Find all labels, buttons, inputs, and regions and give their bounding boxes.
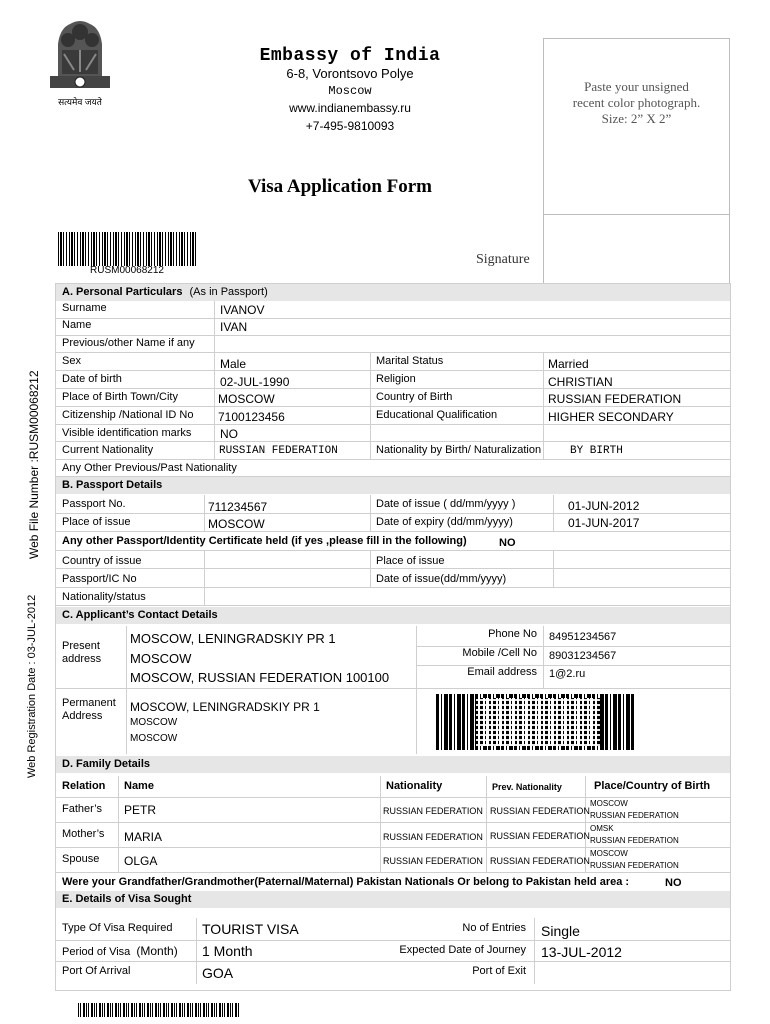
section-e-header: E. Details of Visa Sought	[56, 891, 730, 908]
visible-marks-value: NO	[220, 427, 238, 441]
passport-no-label: Passport No.	[62, 498, 126, 510]
visa-period-label-text: Period of Visa	[62, 946, 131, 958]
header-barcode	[58, 232, 198, 266]
mobile-value: 89031234567	[549, 650, 617, 662]
family-place-city: MOSCOW	[590, 849, 628, 858]
row-line	[56, 388, 730, 389]
photo-note-1: Paste your unsigned	[584, 79, 689, 94]
permanent-address-line-2: MOSCOW	[130, 717, 178, 728]
prev-name-label: Previous/other Name if any	[62, 337, 195, 349]
india-emblem	[40, 14, 120, 107]
family-prev-nationality: RUSSIAN FEDERATION	[490, 806, 590, 816]
nat-by-value: BY BIRTH	[570, 445, 623, 457]
row-line	[56, 441, 730, 442]
family-header-name: Name	[124, 780, 154, 792]
place-issue-label: Place of issue	[376, 555, 445, 567]
family-place-city: MOSCOW	[590, 799, 628, 808]
row-line	[56, 352, 730, 353]
row-line	[56, 550, 730, 551]
doi-label: Date of issue ( dd/mm/yyyy )	[376, 498, 516, 510]
row-line	[56, 587, 730, 588]
email-value: 1@2.ru	[549, 668, 586, 680]
col-line	[370, 495, 371, 531]
col-line	[196, 918, 197, 984]
other-passport-answer: NO	[499, 537, 516, 549]
phone-value: 84951234567	[549, 631, 617, 643]
family-nationality: RUSSIAN FEDERATION	[383, 832, 483, 842]
pob-label: Place of Birth Town/City	[62, 391, 178, 403]
sex-label: Sex	[62, 355, 81, 367]
row-line	[56, 688, 730, 689]
permanent-address-label: Permanent Address	[62, 697, 116, 722]
marital-label: Marital Status	[376, 355, 444, 367]
col-line	[486, 776, 487, 872]
poi-label: Place of issue	[62, 516, 131, 528]
web-file-number: Web File Number :RUSM00068212	[27, 370, 41, 559]
col-line	[214, 301, 215, 459]
row-line	[56, 605, 730, 606]
family-place-country: RUSSIAN FEDERATION	[590, 836, 679, 845]
photo-note-2: recent color photograph.	[572, 95, 701, 110]
footer-barcode	[78, 1003, 240, 1017]
row-line	[56, 847, 730, 848]
col-line	[126, 626, 127, 754]
row-line	[56, 370, 730, 371]
pakistan-answer: NO	[665, 877, 682, 889]
embassy-city: Moscow	[328, 84, 372, 98]
port-exit-label: Port of Exit	[472, 965, 526, 977]
other-nationality-label: Any Other Previous/Past Nationality	[62, 462, 237, 474]
col-line	[553, 550, 554, 587]
dob-value: 02-JUL-1990	[220, 375, 290, 389]
col-line	[380, 776, 381, 872]
col-line	[204, 550, 205, 605]
photo-box	[543, 38, 730, 284]
nationality-label: Current Nationality	[62, 444, 154, 456]
port-arrival-label: Port Of Arrival	[62, 965, 131, 977]
row-line	[56, 822, 730, 823]
sex-value: Male	[220, 357, 247, 371]
visa-period-label	[62, 944, 178, 958]
citizenship-label: Citizenship /National ID No	[62, 409, 194, 421]
embassy-address: 6-8, Vorontsovo Polye	[286, 66, 414, 81]
passport-ic-label: Passport/IC No	[62, 573, 137, 585]
present-address-line-2: MOSCOW	[130, 651, 192, 666]
visible-marks-label: Visible identification marks	[62, 427, 192, 439]
web-registration-date: Web Registration Date : 03-JUL-2012	[26, 594, 38, 778]
dob-label: Date of birth	[62, 373, 122, 385]
passport-no-value: 711234567	[208, 500, 268, 514]
citizenship-value: 7100123456	[218, 410, 285, 424]
surname-label: Surname	[62, 302, 107, 314]
visa-period-value: 1 Month	[202, 943, 253, 959]
present-address-label: Present address	[62, 640, 102, 665]
row-line	[56, 406, 730, 407]
email-label: Email address	[467, 666, 537, 678]
visa-type-label: Type Of Visa Required	[62, 922, 173, 934]
present-address-line-3: MOSCOW, RUSSIAN FEDERATION 100100	[130, 670, 390, 685]
photo-note-3: Size: 2” X 2”	[601, 111, 672, 126]
row-line	[56, 961, 730, 962]
family-place-city: OMSK	[590, 824, 614, 833]
religion-label: Religion	[376, 373, 416, 385]
barcode-number: RUSM00068212	[90, 265, 164, 276]
row-line	[56, 940, 730, 941]
country-issue-label: Country of issue	[62, 555, 142, 567]
col-line	[553, 495, 554, 531]
family-prev-nationality: RUSSIAN FEDERATION	[490, 831, 590, 841]
family-name: PETR	[124, 803, 157, 817]
family-prev-nationality: RUSSIAN FEDERATION	[490, 856, 590, 866]
embassy-website: www.indianembassy.ru	[289, 101, 411, 115]
pakistan-question: Were your Grandfather/Grandmother(Paternal/Maternal) Pakistan Nationals Or belong to Pakistan held area :	[62, 876, 630, 888]
phone-label: Phone No	[488, 628, 537, 640]
other-passport-question: Any other Passport/Identity Certificate held (if yes ,please fill in the following)	[62, 535, 467, 547]
edu-value: HIGHER SECONDARY	[548, 410, 674, 424]
row-line	[56, 318, 730, 319]
name-value: IVAN	[220, 320, 248, 334]
family-place-country: RUSSIAN FEDERATION	[590, 811, 679, 820]
cob-value: RUSSIAN FEDERATION	[548, 392, 682, 406]
col-line	[543, 626, 544, 688]
signature-label: Signature	[476, 252, 530, 267]
col-line	[118, 776, 119, 872]
doi-value: 01-JUN-2012	[568, 499, 640, 513]
col-line	[534, 918, 535, 984]
poi-value: MOSCOW	[208, 517, 265, 531]
embassy-phone: +7-495-9810093	[305, 119, 395, 133]
family-relation: Spouse	[62, 853, 100, 865]
present-address-line-1: MOSCOW, LENINGRADSKIY PR 1	[130, 631, 336, 646]
permanent-address-line-1: MOSCOW, LENINGRADSKIY PR 1	[130, 700, 320, 714]
mobile-label: Mobile /Cell No	[462, 647, 537, 659]
row-line	[56, 872, 730, 873]
section-a-note: (As in Passport)	[189, 286, 268, 298]
row-line	[56, 568, 730, 569]
religion-value: CHRISTIAN	[548, 375, 613, 389]
row-line	[56, 531, 730, 532]
embassy-name: Embassy of India	[259, 46, 441, 66]
marital-value: Married	[548, 357, 589, 371]
visa-type-value: TOURIST VISA	[202, 921, 299, 937]
nationality-value: RUSSIAN FEDERATION	[219, 445, 338, 457]
family-header-place: Place/Country of Birth	[594, 780, 711, 792]
entries-value: Single	[541, 923, 580, 939]
doe-value: 01-JUN-2017	[568, 516, 640, 530]
pdf417-barcode	[436, 694, 636, 750]
row-line	[56, 797, 730, 798]
section-a-header	[56, 284, 730, 301]
pob-value: MOSCOW	[218, 392, 275, 406]
surname-value: IVANOV	[220, 303, 265, 317]
col-line	[370, 352, 371, 459]
family-header-prev: Prev. Nationality	[492, 782, 562, 792]
col-line	[543, 352, 544, 459]
section-d-header: D. Family Details	[56, 756, 730, 773]
col-line	[370, 550, 371, 587]
row-line	[56, 335, 730, 336]
permanent-address-line-3: MOSCOW	[130, 733, 178, 744]
family-place-country: RUSSIAN FEDERATION	[590, 861, 679, 870]
signature-divider	[543, 214, 730, 215]
doe-label: Date of expiry (dd/mm/yyyy)	[376, 516, 513, 528]
col-line	[204, 495, 205, 531]
edu-label: Educational Qualification	[376, 409, 498, 421]
entries-label: No of Entries	[462, 922, 526, 934]
date-issue-label: Date of issue(dd/mm/yyyy)	[376, 573, 507, 585]
row-line	[56, 424, 730, 425]
emblem-motto: सत्यमेव जयते	[58, 97, 102, 107]
section-a-title: A. Personal Particulars	[62, 286, 183, 298]
nat-by-label: Nationality by Birth/ Naturalization	[376, 444, 542, 456]
section-c-header: C. Applicant’s Contact Details	[56, 607, 730, 624]
row-line	[56, 459, 730, 460]
visa-period-unit: (Month)	[136, 944, 178, 958]
family-header-relation: Relation	[62, 780, 106, 792]
nationality-status-label: Nationality/status	[62, 591, 146, 603]
family-name: MARIA	[124, 830, 163, 844]
section-b-header: B. Passport Details	[56, 477, 730, 494]
journey-date-label: Expected Date of Journey	[399, 944, 526, 956]
family-nationality: RUSSIAN FEDERATION	[383, 806, 483, 816]
family-relation: Mother’s	[62, 828, 105, 840]
journey-date-value: 13-JUL-2012	[541, 944, 622, 960]
family-relation: Father’s	[62, 803, 102, 815]
form-title: Visa Application Form	[247, 176, 433, 197]
name-label: Name	[62, 319, 92, 331]
port-arrival-value: GOA	[202, 965, 234, 981]
cob-label: Country of Birth	[376, 391, 453, 403]
row-line	[56, 513, 730, 514]
family-header-nationality: Nationality	[386, 780, 443, 792]
family-nationality: RUSSIAN FEDERATION	[383, 856, 483, 866]
family-name: OLGA	[124, 854, 158, 868]
